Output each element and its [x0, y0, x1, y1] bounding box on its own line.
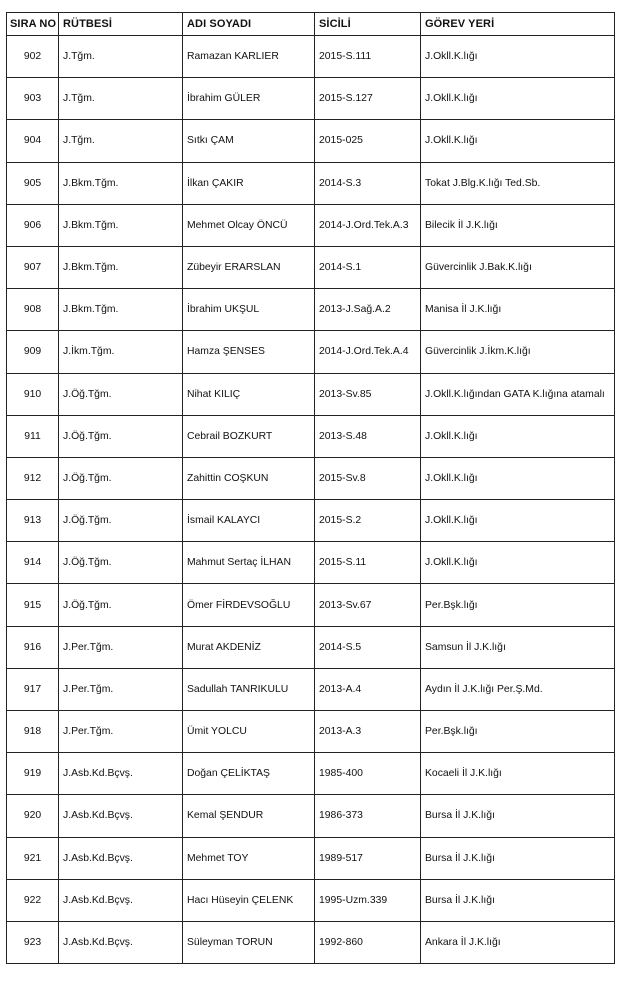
cell-gorev: J.Okll.K.lığı	[421, 120, 615, 162]
cell-gorev: Manisa İl J.K.lığı	[421, 289, 615, 331]
cell-sira-no: 912	[7, 457, 59, 499]
cell-sira-no: 919	[7, 753, 59, 795]
cell-ad-soyad: İlkan ÇAKIR	[183, 162, 315, 204]
table-row	[7, 500, 615, 542]
cell-ad-soyad: Mehmet Olcay ÖNCÜ	[183, 204, 315, 246]
cell-sira-no: 905	[7, 162, 59, 204]
cell-sira-no: 917	[7, 668, 59, 710]
cell-rutbe: J.İkm.Tğm.	[59, 331, 183, 373]
cell-rutbe: J.Öğ.Tğm.	[59, 415, 183, 457]
table-row	[7, 668, 615, 710]
cell-rutbe: J.Öğ.Tğm.	[59, 542, 183, 584]
table-row	[7, 162, 615, 204]
cell-gorev: J.Okll.K.lığı	[421, 457, 615, 499]
cell-rutbe: J.Bkm.Tğm.	[59, 204, 183, 246]
cell-sicil: 2015-S.2	[315, 500, 421, 542]
cell-sira-no: 913	[7, 500, 59, 542]
cell-rutbe: J.Asb.Kd.Bçvş.	[59, 837, 183, 879]
cell-gorev: Güvercinlik J.Bak.K.lığı	[421, 246, 615, 288]
cell-ad-soyad: Kemal ŞENDUR	[183, 795, 315, 837]
cell-sicil: 2014-S.5	[315, 626, 421, 668]
table-row	[7, 542, 615, 584]
cell-gorev: Samsun İl J.K.lığı	[421, 626, 615, 668]
cell-gorev: Bilecik İl J.K.lığı	[421, 204, 615, 246]
cell-sicil: 2015-S.127	[315, 78, 421, 120]
cell-sira-no: 904	[7, 120, 59, 162]
cell-ad-soyad: Ramazan KARLIER	[183, 36, 315, 78]
header-rutbe: RÜTBESİ	[59, 13, 183, 36]
cell-gorev: Güvercinlik J.İkm.K.lığı	[421, 331, 615, 373]
cell-ad-soyad: Sadullah TANRIKULU	[183, 668, 315, 710]
cell-ad-soyad: Doğan ÇELİKTAŞ	[183, 753, 315, 795]
cell-rutbe: J.Öğ.Tğm.	[59, 373, 183, 415]
cell-rutbe: J.Bkm.Tğm.	[59, 162, 183, 204]
cell-rutbe: J.Asb.Kd.Bçvş.	[59, 795, 183, 837]
cell-gorev: J.Okll.K.lığı	[421, 500, 615, 542]
cell-sira-no: 921	[7, 837, 59, 879]
personnel-table	[6, 12, 615, 964]
table-body	[7, 36, 615, 964]
cell-sicil: 1989-517	[315, 837, 421, 879]
cell-rutbe: J.Asb.Kd.Bçvş.	[59, 921, 183, 963]
cell-sira-no: 910	[7, 373, 59, 415]
cell-gorev: Bursa İl J.K.lığı	[421, 795, 615, 837]
cell-sicil: 2015-025	[315, 120, 421, 162]
cell-sira-no: 906	[7, 204, 59, 246]
cell-rutbe: J.Tğm.	[59, 36, 183, 78]
cell-gorev: J.Okll.K.lığı	[421, 542, 615, 584]
cell-sicil: 1992-860	[315, 921, 421, 963]
table-row	[7, 120, 615, 162]
cell-gorev: Per.Bşk.lığı	[421, 584, 615, 626]
cell-sicil: 2015-S.111	[315, 36, 421, 78]
cell-sira-no: 911	[7, 415, 59, 457]
cell-ad-soyad: Mehmet TOY	[183, 837, 315, 879]
table-row	[7, 457, 615, 499]
cell-ad-soyad: Hamza ŞENSES	[183, 331, 315, 373]
table-header	[7, 13, 615, 36]
cell-rutbe: J.Asb.Kd.Bçvş.	[59, 753, 183, 795]
table-row	[7, 289, 615, 331]
table-row	[7, 795, 615, 837]
cell-sicil: 2014-S.3	[315, 162, 421, 204]
cell-sira-no: 909	[7, 331, 59, 373]
cell-sicil: 2013-Sv.85	[315, 373, 421, 415]
cell-ad-soyad: İsmail KALAYCI	[183, 500, 315, 542]
table-row	[7, 626, 615, 668]
cell-gorev: J.Okll.K.lığı	[421, 78, 615, 120]
cell-gorev: Tokat J.Blg.K.lığı Ted.Sb.	[421, 162, 615, 204]
cell-sicil: 2015-S.11	[315, 542, 421, 584]
cell-rutbe: J.Bkm.Tğm.	[59, 246, 183, 288]
cell-sicil: 2013-S.48	[315, 415, 421, 457]
cell-sira-no: 902	[7, 36, 59, 78]
cell-gorev: Per.Bşk.lığı	[421, 711, 615, 753]
table-row	[7, 204, 615, 246]
header-gorev: GÖREV YERİ	[421, 13, 615, 36]
cell-rutbe: J.Öğ.Tğm.	[59, 584, 183, 626]
cell-rutbe: J.Bkm.Tğm.	[59, 289, 183, 331]
cell-sira-no: 915	[7, 584, 59, 626]
cell-rutbe: J.Per.Tğm.	[59, 668, 183, 710]
cell-ad-soyad: Mahmut Sertaç İLHAN	[183, 542, 315, 584]
cell-ad-soyad: İbrahim GÜLER	[183, 78, 315, 120]
cell-ad-soyad: Sıtkı ÇAM	[183, 120, 315, 162]
cell-sicil: 2013-J.Sağ.A.2	[315, 289, 421, 331]
cell-rutbe: J.Öğ.Tğm.	[59, 500, 183, 542]
cell-rutbe: J.Öğ.Tğm.	[59, 457, 183, 499]
cell-sira-no: 903	[7, 78, 59, 120]
cell-rutbe: J.Tğm.	[59, 78, 183, 120]
table-row	[7, 78, 615, 120]
table-row	[7, 584, 615, 626]
cell-sicil: 2014-S.1	[315, 246, 421, 288]
cell-ad-soyad: Ömer FİRDEVSOĞLU	[183, 584, 315, 626]
cell-ad-soyad: Hacı Hüseyin ÇELENK	[183, 879, 315, 921]
cell-ad-soyad: Nihat KILIÇ	[183, 373, 315, 415]
cell-sicil: 2013-A.3	[315, 711, 421, 753]
cell-sicil: 2013-A.4	[315, 668, 421, 710]
cell-rutbe: J.Per.Tğm.	[59, 626, 183, 668]
cell-sicil: 1986-373	[315, 795, 421, 837]
table-row	[7, 711, 615, 753]
cell-rutbe: J.Tğm.	[59, 120, 183, 162]
cell-ad-soyad: İbrahim UKŞUL	[183, 289, 315, 331]
cell-gorev: J.Okll.K.lığı	[421, 36, 615, 78]
cell-ad-soyad: Zübeyir ERARSLAN	[183, 246, 315, 288]
cell-sicil: 2014-J.Ord.Tek.A.4	[315, 331, 421, 373]
document-page	[6, 12, 614, 964]
table-row	[7, 753, 615, 795]
cell-sira-no: 916	[7, 626, 59, 668]
cell-sira-no: 907	[7, 246, 59, 288]
cell-sira-no: 918	[7, 711, 59, 753]
table-row	[7, 373, 615, 415]
cell-gorev: Ankara İl J.K.lığı	[421, 921, 615, 963]
table-row	[7, 415, 615, 457]
cell-ad-soyad: Süleyman TORUN	[183, 921, 315, 963]
cell-sicil: 1985-400	[315, 753, 421, 795]
cell-ad-soyad: Zahittin COŞKUN	[183, 457, 315, 499]
cell-gorev: Bursa İl J.K.lığı	[421, 879, 615, 921]
header-sira-no: SIRA NO	[7, 13, 59, 36]
cell-ad-soyad: Murat AKDENİZ	[183, 626, 315, 668]
cell-gorev: Aydın İl J.K.lığı Per.Ş.Md.	[421, 668, 615, 710]
cell-gorev: Kocaeli İl J.K.lığı	[421, 753, 615, 795]
header-sicil: SİCİLİ	[315, 13, 421, 36]
header-row	[7, 13, 615, 36]
cell-sira-no: 908	[7, 289, 59, 331]
table-row	[7, 837, 615, 879]
table-row	[7, 36, 615, 78]
table-row	[7, 331, 615, 373]
cell-sicil: 1995-Uzm.339	[315, 879, 421, 921]
cell-sira-no: 914	[7, 542, 59, 584]
table-row	[7, 879, 615, 921]
cell-ad-soyad: Cebrail BOZKURT	[183, 415, 315, 457]
table-row	[7, 246, 615, 288]
cell-rutbe: J.Per.Tğm.	[59, 711, 183, 753]
table-row	[7, 921, 615, 963]
cell-sira-no: 923	[7, 921, 59, 963]
cell-gorev: Bursa İl J.K.lığı	[421, 837, 615, 879]
cell-ad-soyad: Ümit YOLCU	[183, 711, 315, 753]
cell-sira-no: 920	[7, 795, 59, 837]
header-ad-soyad: ADI SOYADI	[183, 13, 315, 36]
cell-sicil: 2013-Sv.67	[315, 584, 421, 626]
cell-sicil: 2014-J.Ord.Tek.A.3	[315, 204, 421, 246]
cell-gorev: J.Okll.K.lığı	[421, 415, 615, 457]
cell-sira-no: 922	[7, 879, 59, 921]
cell-gorev: J.Okll.K.lığından GATA K.lığına atamalı	[421, 373, 615, 415]
cell-sicil: 2015-Sv.8	[315, 457, 421, 499]
cell-rutbe: J.Asb.Kd.Bçvş.	[59, 879, 183, 921]
